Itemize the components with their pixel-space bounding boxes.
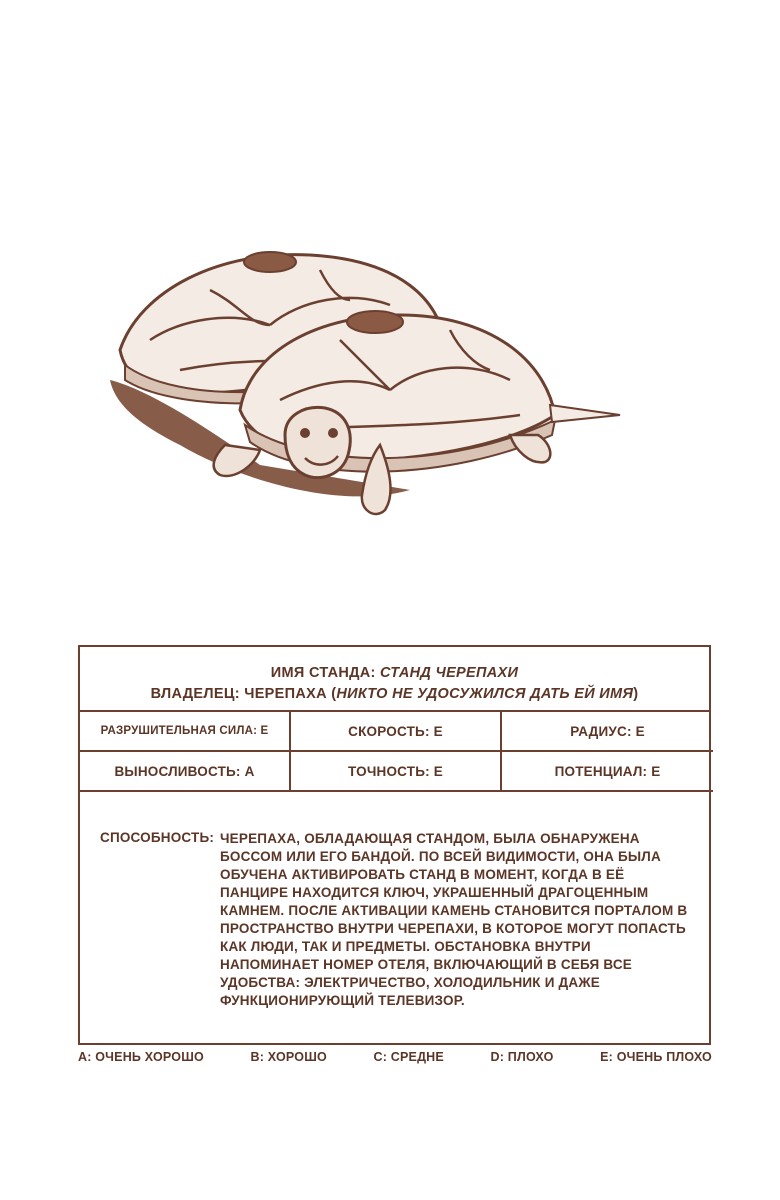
owner-note-close: ): [633, 686, 639, 702]
stat-durability: ВЫНОСЛИВОСТЬ: А: [80, 752, 291, 792]
owner-name: ЧЕРЕПАХА: [244, 686, 327, 702]
owner-line: [80, 684, 709, 705]
legend-item-c: C: СРЕДНЕ: [373, 1050, 444, 1064]
legend-item-d: D: ПЛОХО: [490, 1050, 554, 1064]
card-header: [80, 647, 709, 712]
stand-stats-card: [78, 645, 711, 1045]
owner-label: ВЛАДЕЛЕЦ:: [150, 686, 240, 702]
legend-item-b: B: ХОРОШО: [250, 1050, 327, 1064]
ability-section: [80, 792, 709, 1010]
ability-label: СПОСОБНОСТЬ:: [100, 830, 215, 845]
stand-name-value: СТАНД ЧЕРЕПАХИ: [380, 665, 519, 681]
legend-item-e: E: ОЧЕНЬ ПЛОХО: [600, 1050, 712, 1064]
stat-range: РАДИУС: Е: [502, 712, 713, 752]
stat-precision: ТОЧНОСТЬ: Е: [291, 752, 502, 792]
ability-text: ЧЕРЕПАХА, ОБЛАДАЮЩАЯ СТАНДОМ, БЫЛА ОБНАРУЖЕНА БОССОМ ИЛИ ЕГО БАНДОЙ. ПО ВСЕЙ ВИДИМОСТИ, ОНА БЫЛА ОБУЧЕНА АКТИВИРОВАТЬ СТАНД В МОМЕНТ, КОГДА В ЕЁ ПАНЦИРЕ НАХОДИТСЯ КЛЮЧ, УКРАШЕННЫЙ ДРАГОЦЕННЫМ КАМНЕМ. ПОСЛЕ АКТИВАЦИИ КАМЕНЬ СТАНОВИТСЯ ПОРТАЛОМ В ПРОСТРАНСТВО ВНУТРИ ЧЕРЕПАХИ, В КОТОРОЕ МОГУТ ПОПАСТЬ КАК ЛЮДИ, ТАК И ПРЕДМЕТЫ. ОБСТАНОВКА ВНУТРИ НАПОМИНАЕТ НОМЕР ОТЕЛЯ, ВКЛЮЧАЮЩИЙ В СЕБЯ ВСЕ УДОБСТВА: ЭЛЕКТРИЧЕСТВО, ХОЛОДИЛЬНИК И ДАЖЕ ФУНКЦИОНИРУЮЩИЙ ТЕЛЕВИЗОР.: [220, 831, 688, 1008]
stand-name-line: [80, 663, 709, 684]
stat-speed: СКОРОСТЬ: Е: [291, 712, 502, 752]
rating-legend: [78, 1050, 712, 1064]
stat-potential: ПОТЕНЦИАЛ: Е: [502, 752, 713, 792]
turtle-illustration-icon: [90, 230, 650, 540]
legend-item-a: A: ОЧЕНЬ ХОРОШО: [78, 1050, 204, 1064]
stand-name-label: ИМЯ СТАНДА:: [270, 665, 376, 681]
owner-note-open: (: [331, 686, 337, 702]
stats-grid: [80, 712, 709, 792]
stat-destructive-power: РАЗРУШИТЕЛЬНАЯ СИЛА: Е: [80, 712, 291, 752]
owner-note: НИКТО НЕ УДОСУЖИЛСЯ ДАТЬ ЕЙ ИМЯ: [336, 686, 634, 702]
